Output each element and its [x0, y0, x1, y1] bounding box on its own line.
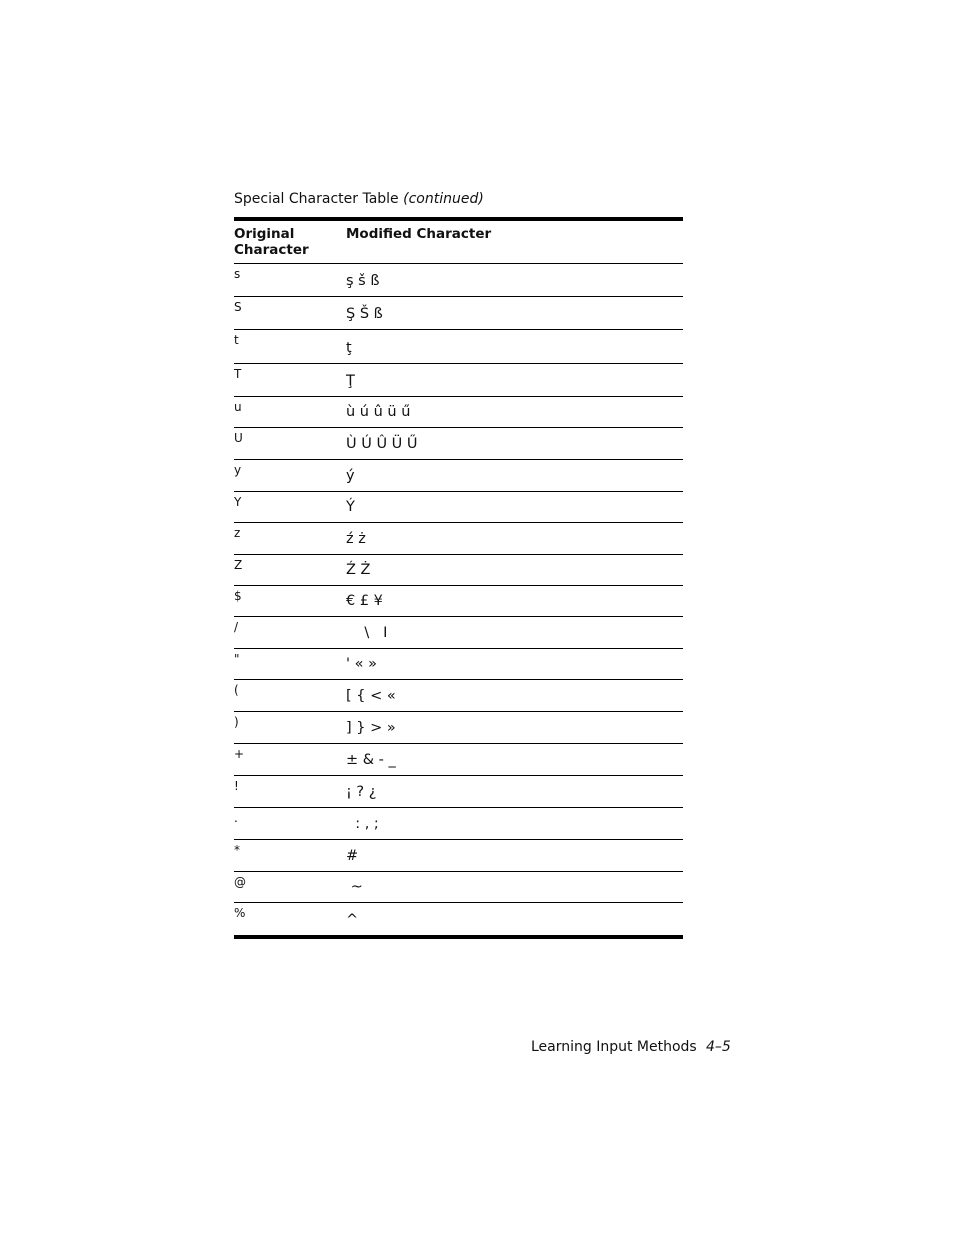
- original-character: T: [234, 367, 242, 381]
- table-row: [234, 649, 683, 680]
- modified-characters: Ź Ż: [346, 562, 371, 578]
- modified-characters: ~: [346, 879, 363, 895]
- modified-characters: ± & - _: [346, 752, 396, 768]
- table-row: [234, 364, 683, 397]
- table-row: [234, 808, 683, 840]
- modified-characters: : , ;: [346, 816, 379, 832]
- original-character: y: [234, 463, 242, 477]
- modified-characters: Ù Ú Û Ü Ű: [346, 436, 418, 452]
- original-character: %: [234, 906, 246, 920]
- table-row: [234, 492, 683, 523]
- original-character: s: [234, 267, 241, 281]
- page-number: 4–5: [706, 1039, 731, 1055]
- modified-characters: #: [346, 848, 359, 864]
- caption-continued: (continued): [403, 191, 484, 207]
- table-row: [234, 428, 683, 460]
- modified-characters: ¡ ? ¿: [346, 784, 377, 800]
- modified-characters: € £ ¥: [346, 593, 383, 609]
- table-row: [234, 330, 683, 364]
- modified-characters: ' « »: [346, 656, 377, 672]
- modified-characters: ] } > »: [346, 720, 396, 736]
- table-row: [234, 555, 683, 586]
- original-character: (: [234, 683, 239, 697]
- modified-characters: ý: [346, 468, 355, 484]
- original-character: !: [234, 779, 239, 793]
- table-caption: [234, 191, 484, 207]
- original-character: Y: [234, 495, 242, 509]
- modified-characters: \ I: [346, 625, 388, 641]
- modified-characters: ş š ß: [346, 273, 380, 289]
- header-modified: Modified Character: [346, 226, 492, 242]
- modified-characters: ^: [346, 912, 359, 928]
- modified-characters: [ { < «: [346, 688, 396, 704]
- table-row: [234, 617, 683, 649]
- table-row: [234, 776, 683, 808]
- modified-characters: ź ż: [346, 531, 366, 547]
- table-row: [234, 523, 683, 555]
- caption-title: Special Character Table: [234, 191, 399, 207]
- original-character: z: [234, 526, 241, 540]
- header-original: Original Character: [234, 226, 309, 258]
- footer-section-title: Learning Input Methods: [531, 1039, 697, 1055]
- table-row: [234, 680, 683, 712]
- table-row: [234, 903, 683, 935]
- table-row: [234, 840, 683, 872]
- original-character: S: [234, 300, 242, 314]
- special-character-table: [234, 217, 683, 939]
- table-row: [234, 264, 683, 297]
- table-row: [234, 460, 683, 492]
- table-row: [234, 712, 683, 744]
- original-character: .: [234, 811, 238, 825]
- original-character: u: [234, 400, 242, 414]
- original-character: ): [234, 715, 239, 729]
- original-character: ": [234, 652, 240, 666]
- table-row: [234, 297, 683, 330]
- original-character: +: [234, 747, 245, 761]
- table-header: [234, 221, 683, 264]
- modified-characters: Ţ: [346, 373, 355, 389]
- modified-characters: ù ú û ü ű: [346, 404, 411, 420]
- modified-characters: Ş Š ß: [346, 306, 383, 322]
- table-row: [234, 586, 683, 617]
- table-row: [234, 744, 683, 776]
- table-row: [234, 397, 683, 428]
- original-character: @: [234, 875, 246, 889]
- original-character: U: [234, 431, 243, 445]
- page-footer: [531, 1039, 731, 1055]
- original-character: $: [234, 589, 242, 603]
- original-character: Z: [234, 558, 243, 572]
- original-character: t: [234, 333, 239, 347]
- modified-characters: Ý: [346, 499, 355, 515]
- original-character: *: [234, 843, 240, 857]
- table-row: [234, 872, 683, 903]
- original-character: /: [234, 620, 239, 634]
- modified-characters: ţ: [346, 340, 352, 356]
